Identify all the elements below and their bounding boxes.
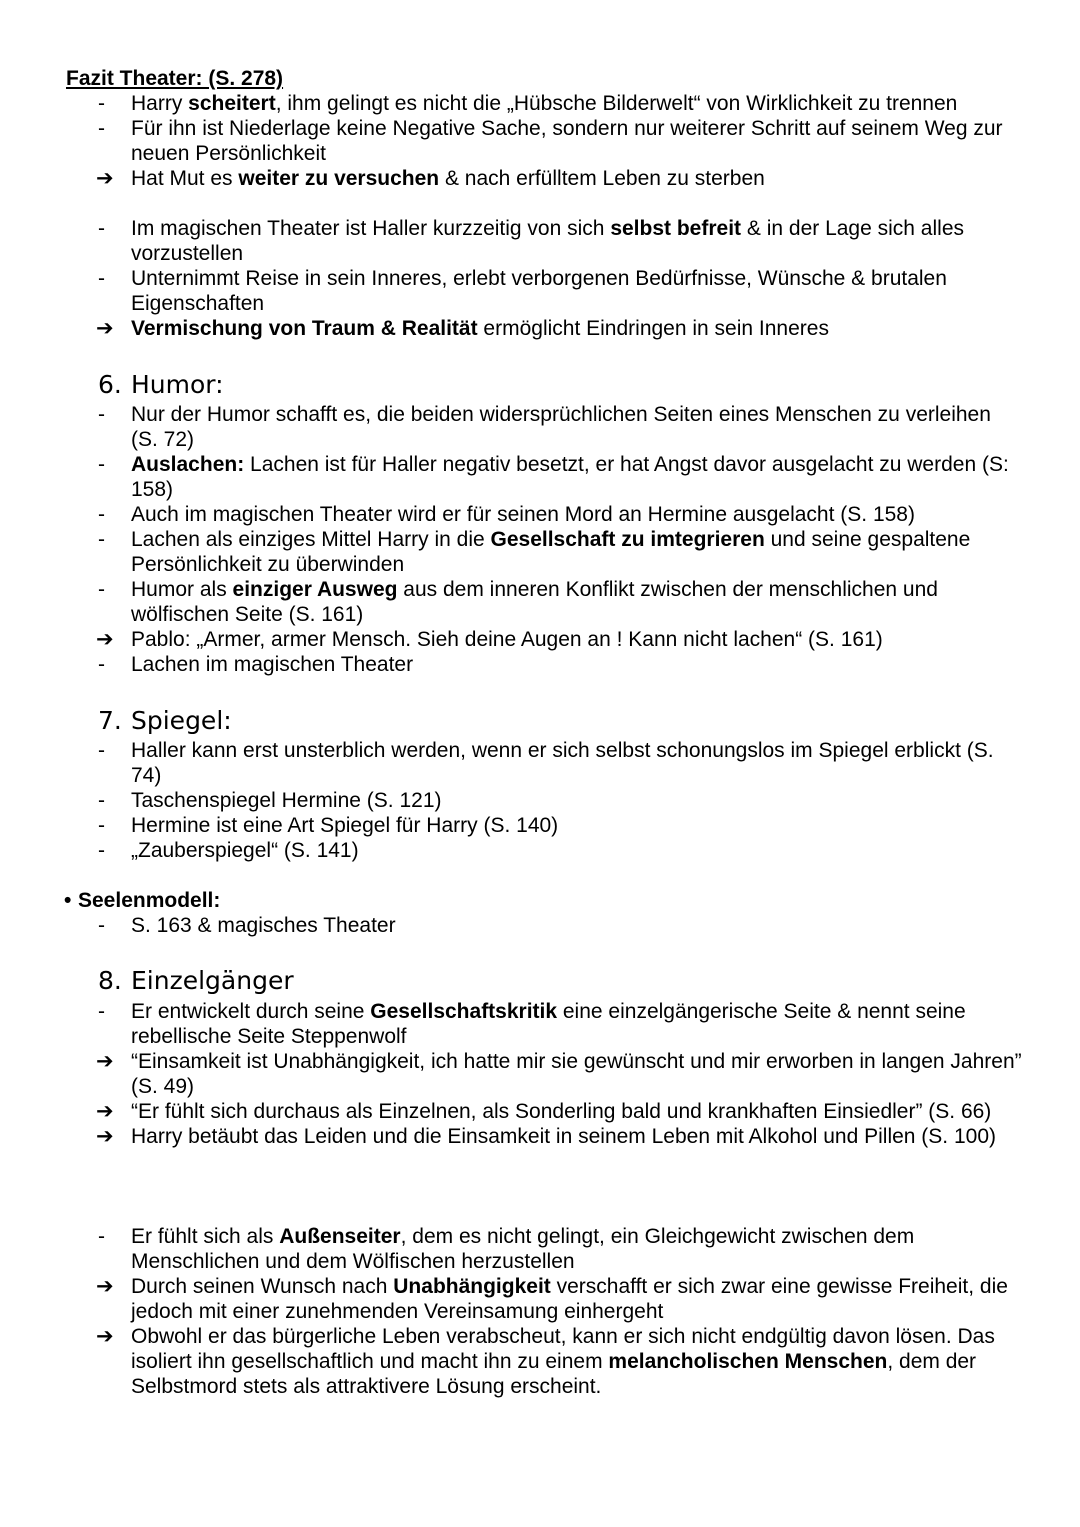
fazit-heading: Fazit Theater: (S. 278) (66, 67, 284, 90)
dash-marker: - (98, 217, 105, 240)
arrow-marker: ➔ (96, 1124, 114, 1148)
item-text: Lachen als einziges Mittel Harry in die (131, 528, 491, 551)
dash-marker: - (98, 92, 105, 115)
dash-marker: - (98, 653, 105, 676)
list-item (0, 1274, 1080, 1324)
list-item (0, 502, 1080, 527)
item-text: und seine gespaltene Persönlichkeit zu überwinden (131, 528, 971, 576)
item-bold-text: Gesellschaftskritik (370, 1000, 558, 1023)
item-text: Nur der Humor schafft es, die beiden widersprüchlichen Seiten eines Menschen zu verleihen (S. 72) (131, 403, 991, 451)
item-text: S. 163 & magisches Theater (131, 914, 396, 937)
list-item (0, 788, 1080, 813)
item-text: Für ihn ist Niederlage keine Negative Sache, sondern nur weiterer Schritt auf seinem Weg zur neuen Persönlichkeit (131, 117, 1003, 165)
seelenmodell-title: Seelenmodell: (78, 889, 221, 912)
arrow-marker: ➔ (96, 1099, 114, 1123)
dash-marker: - (98, 739, 105, 762)
item-bold-text: selbst befreit (610, 217, 742, 240)
item-text: aus dem inneren Konflikt zwischen der menschlichen und wölfischen Seite (S. 161) (131, 578, 938, 626)
list-item (0, 577, 1080, 627)
einzelgaenger-list-2 (0, 1224, 1080, 1399)
item-text: „Zauberspiegel“ (S. 141) (131, 839, 359, 862)
item-text: , ihm gelingt es nicht die „Hübsche Bilderwelt“ von Wirklichkeit zu trennen (275, 92, 958, 115)
dash-marker: - (98, 839, 105, 862)
dash-marker: - (98, 1000, 105, 1023)
item-text: verschafft er sich zwar eine gewisse Freiheit, die jedoch mit einer zunehmenden Vereinsamung einhergeht (131, 1275, 1008, 1323)
dash-marker: - (98, 503, 105, 526)
seelenmodell-heading (64, 888, 220, 913)
section-title: Humor: (131, 370, 224, 399)
list-item (0, 452, 1080, 502)
item-text: & in der Lage sich alles vorzustellen (131, 217, 964, 265)
list-item (0, 627, 1080, 652)
item-text: Haller kann erst unsterblich werden, wenn er sich selbst schonungslos im Spiegel erblickt (S. 74) (131, 739, 994, 787)
section-heading-einzelgaenger (98, 966, 294, 996)
item-bold-text: Auslachen: (131, 453, 245, 476)
section-title: Einzelgänger (131, 966, 294, 995)
item-text: Hermine ist eine Art Spiegel für Harry (S. 140) (131, 814, 559, 837)
item-text: Er entwickelt durch seine (131, 1000, 371, 1023)
item-text: “Einsamkeit ist Unabhängigkeit, ich hatte mir sie gewünscht und mir erworben in langen Jahren” (S. 49) (131, 1050, 1022, 1098)
item-text: & nach erfülltem Leben zu sterben (439, 167, 765, 190)
list-item (0, 266, 1080, 316)
item-bold-text: melancholischen Menschen (608, 1350, 888, 1373)
list-item (0, 813, 1080, 838)
item-text: Lachen ist für Haller negativ besetzt, er hat Angst davor ausgelacht zu werden (S: 158) (131, 453, 1009, 501)
list-item (0, 738, 1080, 788)
dash-marker: - (98, 453, 105, 476)
item-text: Taschenspiegel Hermine (S. 121) (131, 789, 442, 812)
einzelgaenger-list (0, 999, 1080, 1149)
item-bold-text: weiter zu versuchen (238, 167, 440, 190)
arrow-marker: ➔ (96, 1274, 114, 1298)
section-title: Spiegel: (131, 706, 232, 735)
list-item (0, 838, 1080, 863)
item-text: Harry (131, 92, 189, 115)
seelenmodell-list (0, 913, 1080, 938)
item-bold-text: scheitert (188, 92, 276, 115)
dash-marker: - (98, 578, 105, 601)
list-item (0, 116, 1080, 166)
item-text: Hat Mut es (131, 167, 239, 190)
item-text: , dem der Selbstmord stets als attraktivere Lösung erscheint. (131, 1350, 977, 1398)
item-bold-text: einziger Ausweg (232, 578, 398, 601)
section-number: 8. (98, 966, 122, 995)
item-bold-text: Vermischung von Traum & Realität (131, 317, 478, 340)
arrow-marker: ➔ (96, 1049, 114, 1073)
fazit-list (0, 91, 1080, 191)
item-text: Unternimmt Reise in sein Inneres, erlebt verborgenen Bedürfnisse, Wünsche & brutalen Eigenschaften (131, 267, 947, 315)
dash-marker: - (98, 528, 105, 551)
section-number: 7. (98, 706, 122, 735)
section-heading-humor (98, 370, 224, 400)
list-item (0, 166, 1080, 191)
item-text: Obwohl er das bürgerliche Leben verabscheut, kann er sich nicht endgültig davon lösen. Das isoliert ihn gesellschaftlich und macht ihn zu einem (131, 1325, 995, 1373)
dash-marker: - (98, 1225, 105, 1248)
arrow-marker: ➔ (96, 316, 114, 340)
item-text: , dem es nicht gelingt, ein Gleichgewicht zwischen dem Menschlichen und dem Wölfischen herzustellen (131, 1225, 915, 1273)
item-text: Pablo: „Armer, armer Mensch. Sieh deine Augen an ! Kann nicht lachen“ (S. 161) (131, 628, 883, 651)
list-item (0, 216, 1080, 266)
list-item (0, 652, 1080, 677)
item-bold-text: Außenseiter (279, 1225, 401, 1248)
list-item (0, 91, 1080, 116)
item-text: Harry betäubt das Leiden und die Einsamkeit in seinem Leben mit Alkohol und Pillen (S. 100) (131, 1125, 997, 1148)
item-text: “Er fühlt sich durchaus als Einzelnen, als Sonderling bald und krankhaften Einsiedler” (S. 66) (131, 1100, 992, 1123)
item-text: Durch seinen Wunsch nach (131, 1275, 394, 1298)
bullet-dot: • (64, 889, 72, 912)
item-bold-text: Unabhängigkeit (393, 1275, 551, 1298)
dash-marker: - (98, 403, 105, 426)
arrow-marker: ➔ (96, 166, 114, 190)
dash-marker: - (98, 267, 105, 290)
fazit-list-2 (0, 216, 1080, 341)
item-text: Auch im magischen Theater wird er für seinen Mord an Hermine ausgelacht (S. 158) (131, 503, 915, 526)
item-text: ermöglicht Eindringen in sein Inneres (477, 317, 829, 340)
list-item (0, 316, 1080, 341)
list-item (0, 1224, 1080, 1274)
list-item (0, 402, 1080, 452)
item-text: Lachen im magischen Theater (131, 653, 414, 676)
dash-marker: - (98, 117, 105, 140)
spiegel-list (0, 738, 1080, 863)
item-text: eine einzelgängerische Seite & nennt seine rebellische Seite Steppenwolf (131, 1000, 966, 1048)
list-item (0, 999, 1080, 1049)
list-item (0, 1324, 1080, 1399)
section-number: 6. (98, 370, 122, 399)
item-text: Im magischen Theater ist Haller kurzzeitig von sich (131, 217, 611, 240)
dash-marker: - (98, 814, 105, 837)
list-item (0, 527, 1080, 577)
item-bold-text: Gesellschaft zu imtegrieren (490, 528, 765, 551)
dash-marker: - (98, 914, 105, 937)
item-text: Humor als (131, 578, 233, 601)
dash-marker: - (98, 789, 105, 812)
section-heading-spiegel (98, 706, 232, 736)
arrow-marker: ➔ (96, 627, 114, 651)
list-item (0, 913, 1080, 938)
humor-list (0, 402, 1080, 677)
list-item (0, 1099, 1080, 1124)
list-item (0, 1124, 1080, 1149)
list-item (0, 1049, 1080, 1099)
arrow-marker: ➔ (96, 1324, 114, 1348)
item-text: Er fühlt sich als (131, 1225, 280, 1248)
